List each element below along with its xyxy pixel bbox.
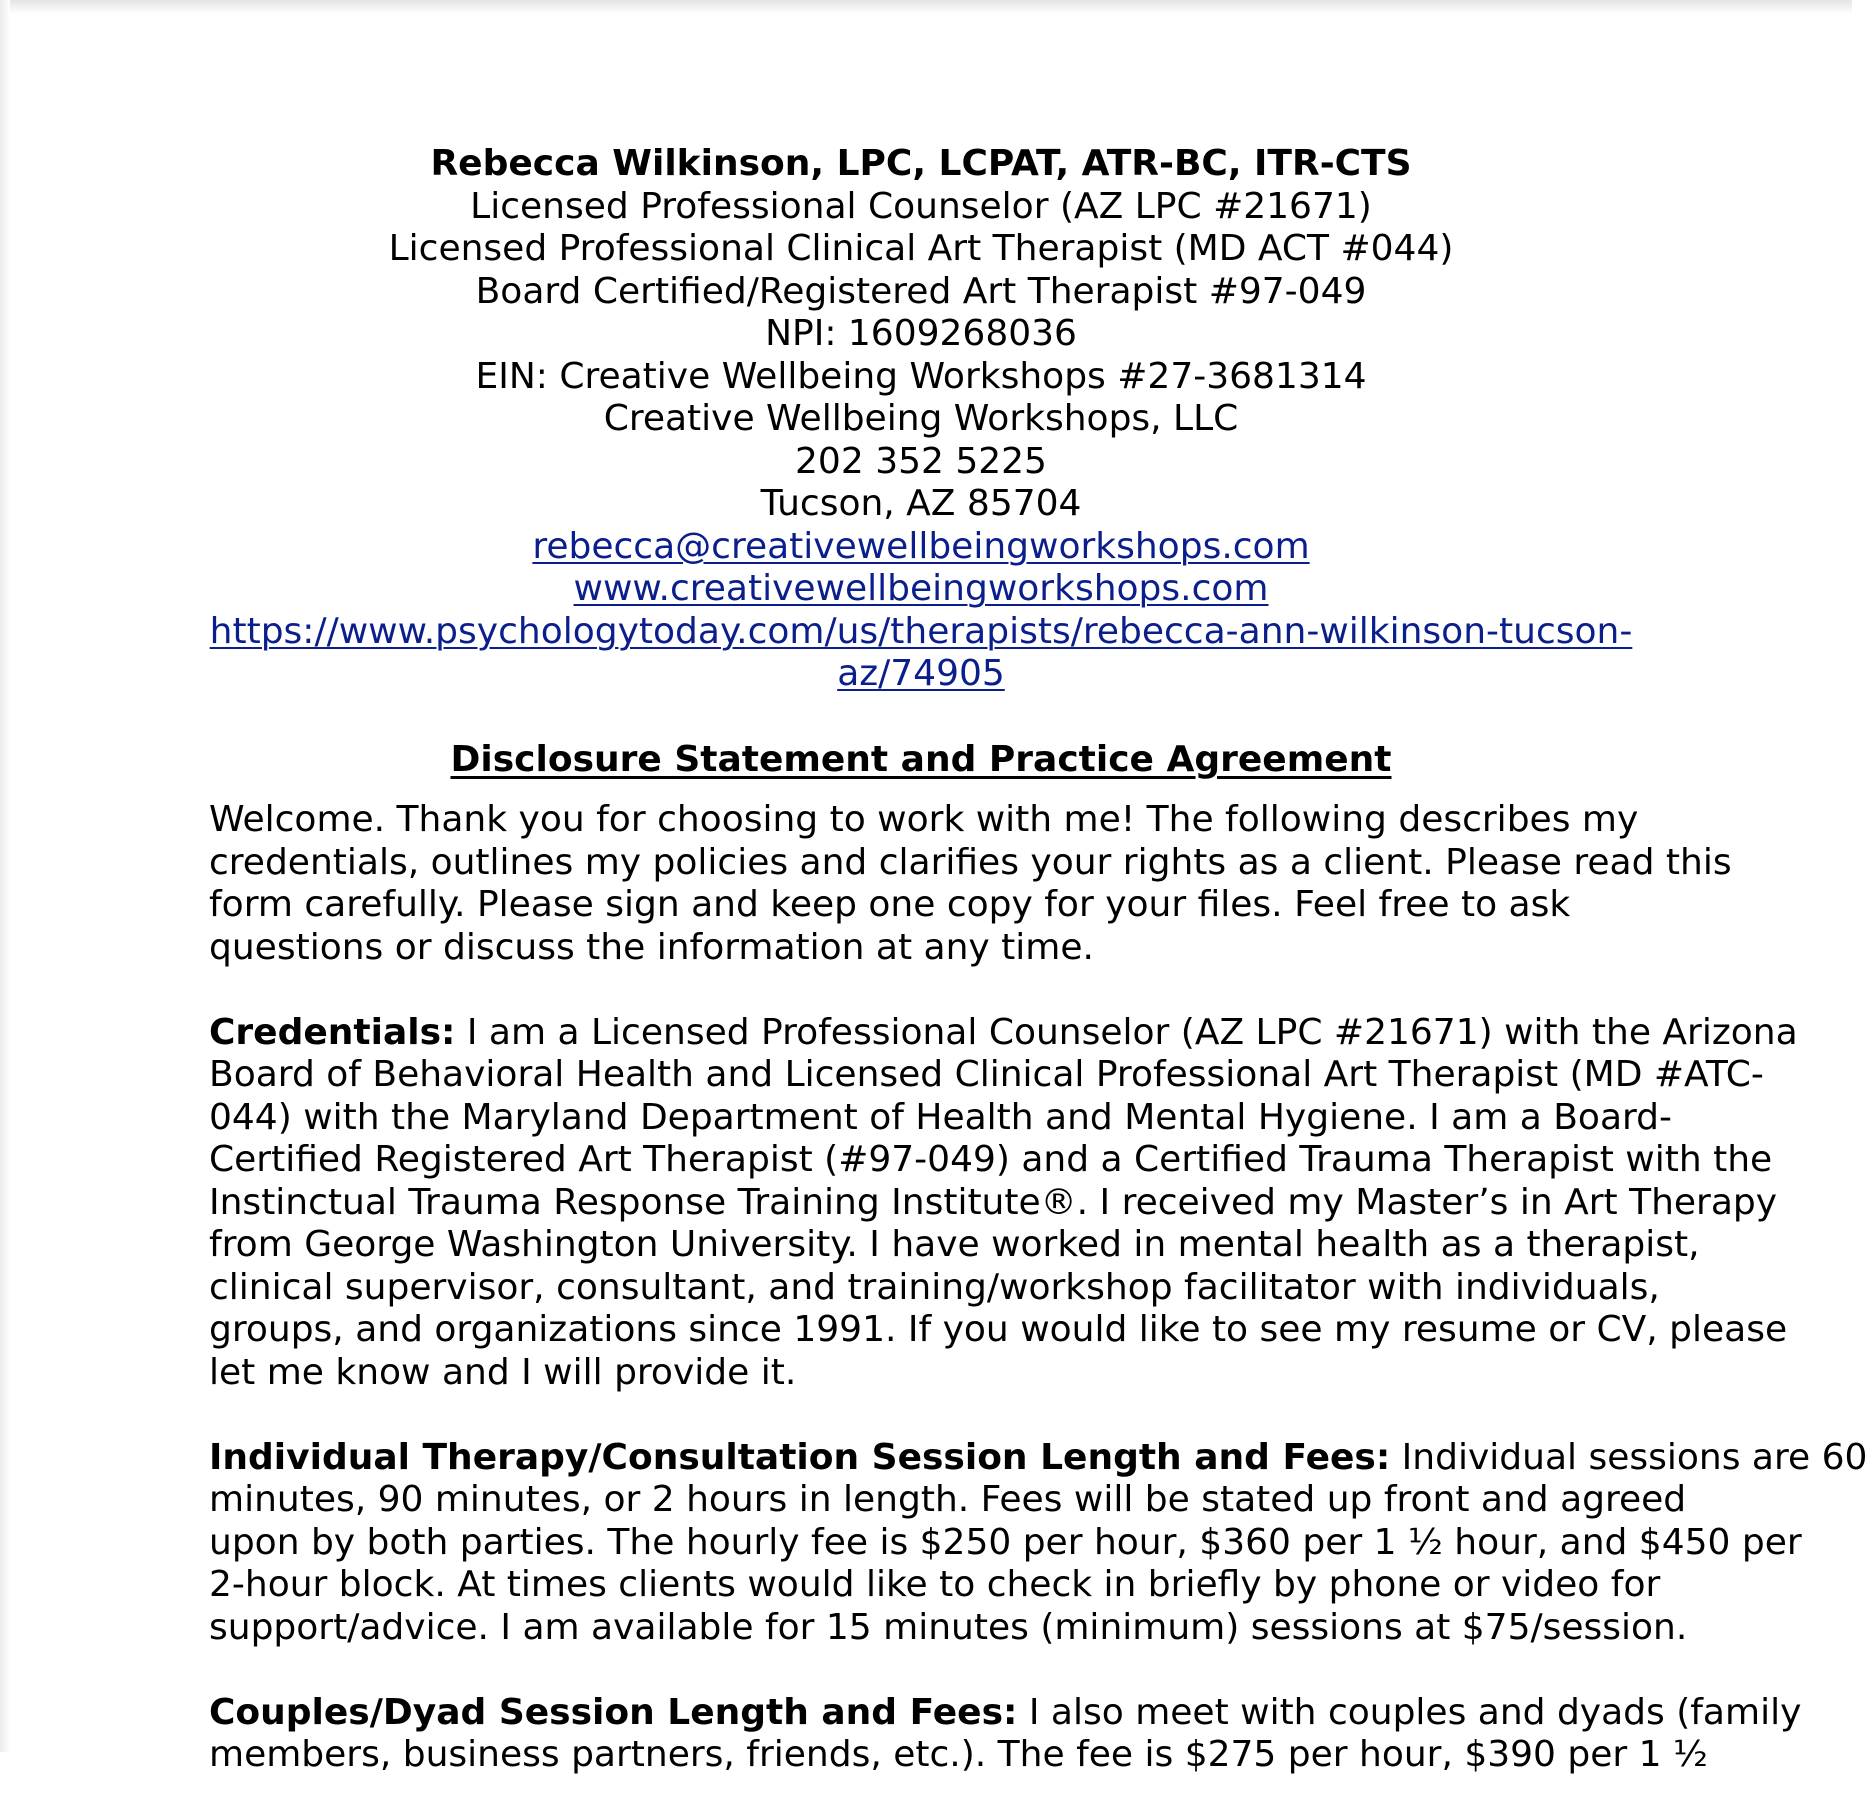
location: Tucson, AZ 85704	[760, 483, 1082, 524]
credentials-line: clinical supervisor, consultant, and training/workshop facilitator with individuals,	[209, 1266, 1660, 1308]
page-top-shadow	[0, 0, 1852, 14]
ein-number: EIN: Creative Wellbeing Workshops #27-3681314	[475, 355, 1367, 397]
couples-fees-paragraph	[209, 1691, 1802, 1777]
credential-line-lcpat: Licensed Professional Clinical Art Therapist (MD ACT #044)	[388, 228, 1454, 269]
individual-fees-line: Individual sessions are 60	[1390, 1436, 1867, 1478]
credential-line-lpc: Licensed Professional Counselor (AZ LPC #21671)	[470, 185, 1372, 227]
email-link[interactable]: rebecca@creativewellbeingworkshops.com	[532, 525, 1310, 567]
npi-number: NPI: 1609268036	[765, 313, 1077, 354]
welcome-paragraph	[209, 799, 1732, 969]
company-name: Creative Wellbeing Workshops, LLC	[603, 398, 1239, 439]
individual-fees-line: support/advice. I am available for 15 minutes (minimum) sessions at $75/session.	[209, 1606, 1688, 1648]
couples-fees-line: members, business partners, friends, etc.). The fee is $275 per hour, $390 per 1 ½	[209, 1734, 1708, 1775]
welcome-line: credentials, outlines my policies and clarifies your rights as a client. Please read this	[209, 841, 1732, 883]
practitioner-name: Rebecca Wilkinson, LPC, LCPAT, ATR-BC, ITR-CTS	[430, 143, 1412, 184]
credentials-line: Instinctual Trauma Response Training Institute®. I received my Master’s in Art Therapy	[209, 1181, 1778, 1223]
welcome-line: form carefully. Please sign and keep one copy for your files. Feel free to ask	[209, 884, 1571, 925]
page-left-shadow	[0, 0, 10, 1752]
credentials-line: 044) with the Maryland Department of Health and Mental Hygiene. I am a Board-	[209, 1096, 1673, 1138]
individual-fees-line: 2-hour block. At times clients would like to check in briefly by phone or video for	[209, 1564, 1661, 1605]
individual-fees-line: minutes, 90 minutes, or 2 hours in length. Fees will be stated up front and agreed	[209, 1479, 1687, 1520]
credentials-line: I am a Licensed Professional Counselor (AZ LPC #21671) with the Arizona	[455, 1011, 1798, 1053]
individual-fees-line: upon by both parties. The hourly fee is $250 per hour, $360 per 1 ½ hour, and $450 per	[209, 1521, 1802, 1563]
welcome-line: questions or discuss the information at any time.	[209, 926, 1094, 968]
credentials-line: Board of Behavioral Health and Licensed Clinical Professional Art Therapist (MD #ATC-	[209, 1054, 1764, 1095]
letterhead	[209, 143, 1633, 696]
credential-line-atr: Board Certified/Registered Art Therapist #97-049	[475, 270, 1367, 312]
credentials-line: groups, and organizations since 1991. If you would like to see my resume or CV, please	[209, 1309, 1788, 1350]
phone-number: 202 352 5225	[795, 440, 1047, 482]
credentials-line: let me know and I will provide it.	[209, 1351, 797, 1393]
couples-fees-line: I also meet with couples and dyads (family	[1017, 1691, 1802, 1733]
credentials-line: from George Washington University. I have worked in mental health as a therapist,	[209, 1224, 1700, 1265]
document-title: Disclosure Statement and Practice Agreement	[450, 739, 1392, 780]
psychology-today-link-part1[interactable]: https://www.psychologytoday.com/us/therapists/rebecca-ann-wilkinson-tucson-	[209, 610, 1633, 652]
welcome-line: Welcome. Thank you for choosing to work with me! The following describes my	[209, 799, 1639, 840]
document-body	[209, 799, 1867, 1819]
psychology-today-link-part2[interactable]: az/74905	[837, 653, 1005, 694]
website-link[interactable]: www.creativewellbeingworkshops.com	[573, 568, 1269, 609]
individual-fees-heading: Individual Therapy/Consultation Session Length and Fees:	[209, 1436, 1391, 1478]
individual-fees-paragraph	[209, 1436, 1867, 1650]
couples-fees-heading: Couples/Dyad Session Length and Fees:	[209, 1691, 1018, 1733]
credentials-line: Certified Registered Art Therapist (#97-049) and a Certified Trauma Therapist with the	[209, 1139, 1773, 1180]
credentials-heading: Credentials:	[209, 1011, 456, 1053]
credentials-paragraph	[209, 1011, 1798, 1395]
